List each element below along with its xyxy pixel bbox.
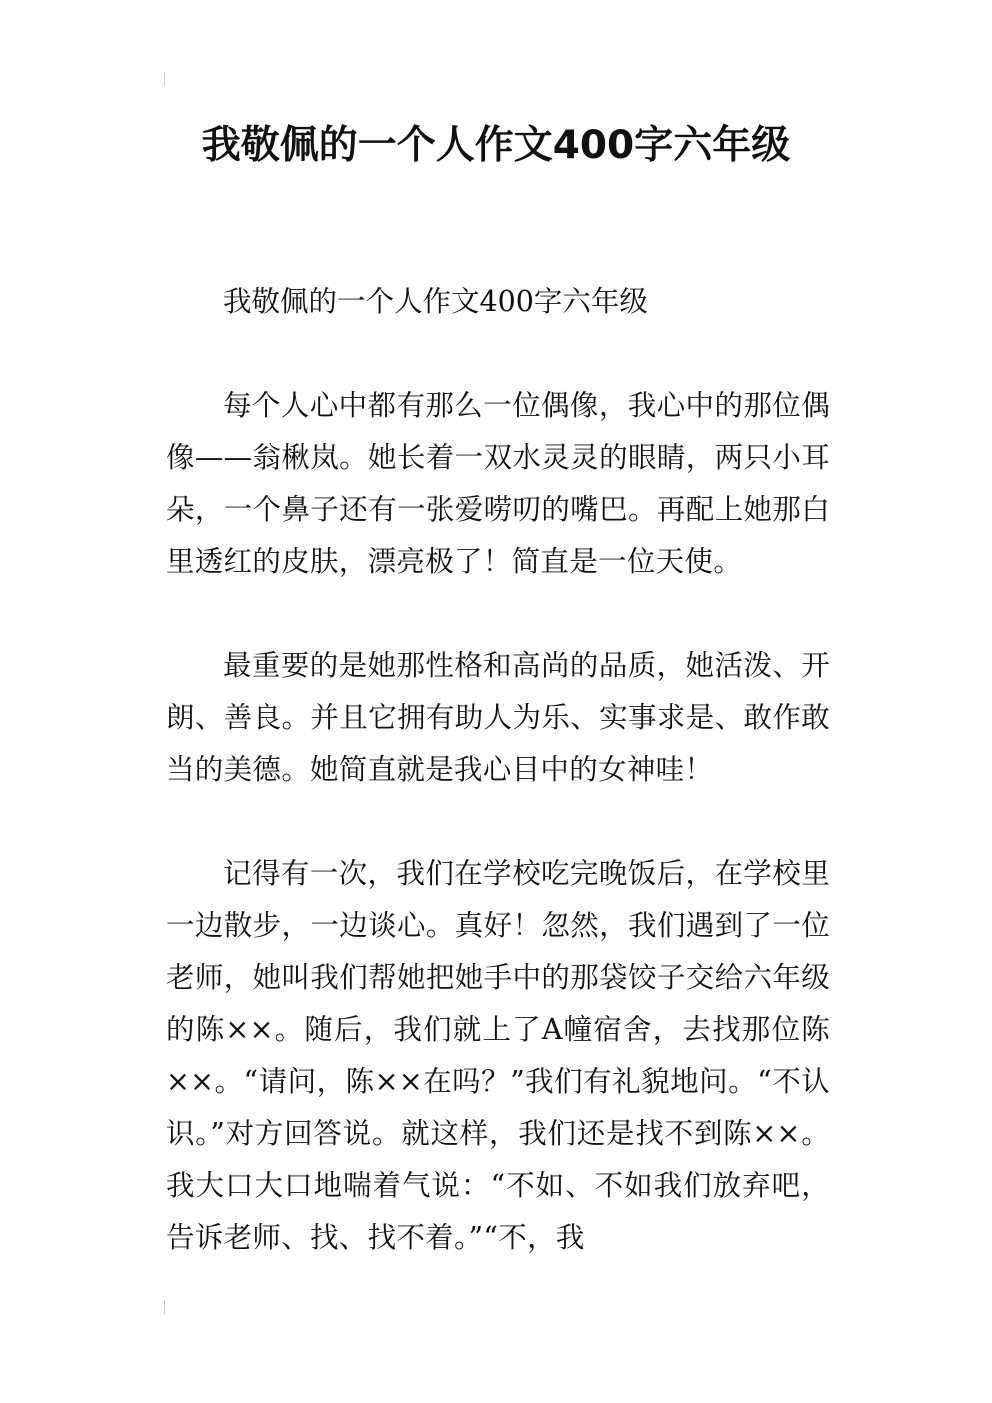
document-title: 我敬佩的一个人作文400字六年级 — [201, 123, 791, 168]
page-margin-mark-bottom — [164, 1300, 165, 1314]
page-margin-mark-top — [164, 72, 165, 86]
document-subtitle: 我敬佩的一个人作文400字六年级 — [223, 285, 648, 318]
paragraph-1: 每个人心中都有那么一位偶像，我心中的那位偶像——翁楸岚。她长着一双水灵灵的眼睛，两只小耳朵，一个鼻子还有一张爱唠叨的嘴巴。再配上她那白里透红的皮肤，漂亮极了！简直是一位天使。 — [166, 389, 830, 578]
paragraph-2: 最重要的是她那性格和高尚的品质，她活泼、开朗、善良。并且它拥有助人为乐、实事求是、敢作敢当的美德。她简直就是我心目中的女神哇！ — [166, 649, 830, 786]
paragraph-3: 记得有一次，我们在学校吃完晚饭后，在学校里一边散步，一边谈心。真好！忽然，我们遇到了一位老师，她叫我们帮她把她手中的那袋饺子交给六年级的陈××。随后，我们就上了A幢宿舍，去找那位陈××。“请问，陈××在吗？”我们有礼貌地问。“不认识。”对方回答说。就这样，我们还是找不到陈××。我大口大口地喘着气说：“不如、不如我们放弃吧，告诉老师、找、找不着。”“不，我 — [166, 857, 830, 1254]
